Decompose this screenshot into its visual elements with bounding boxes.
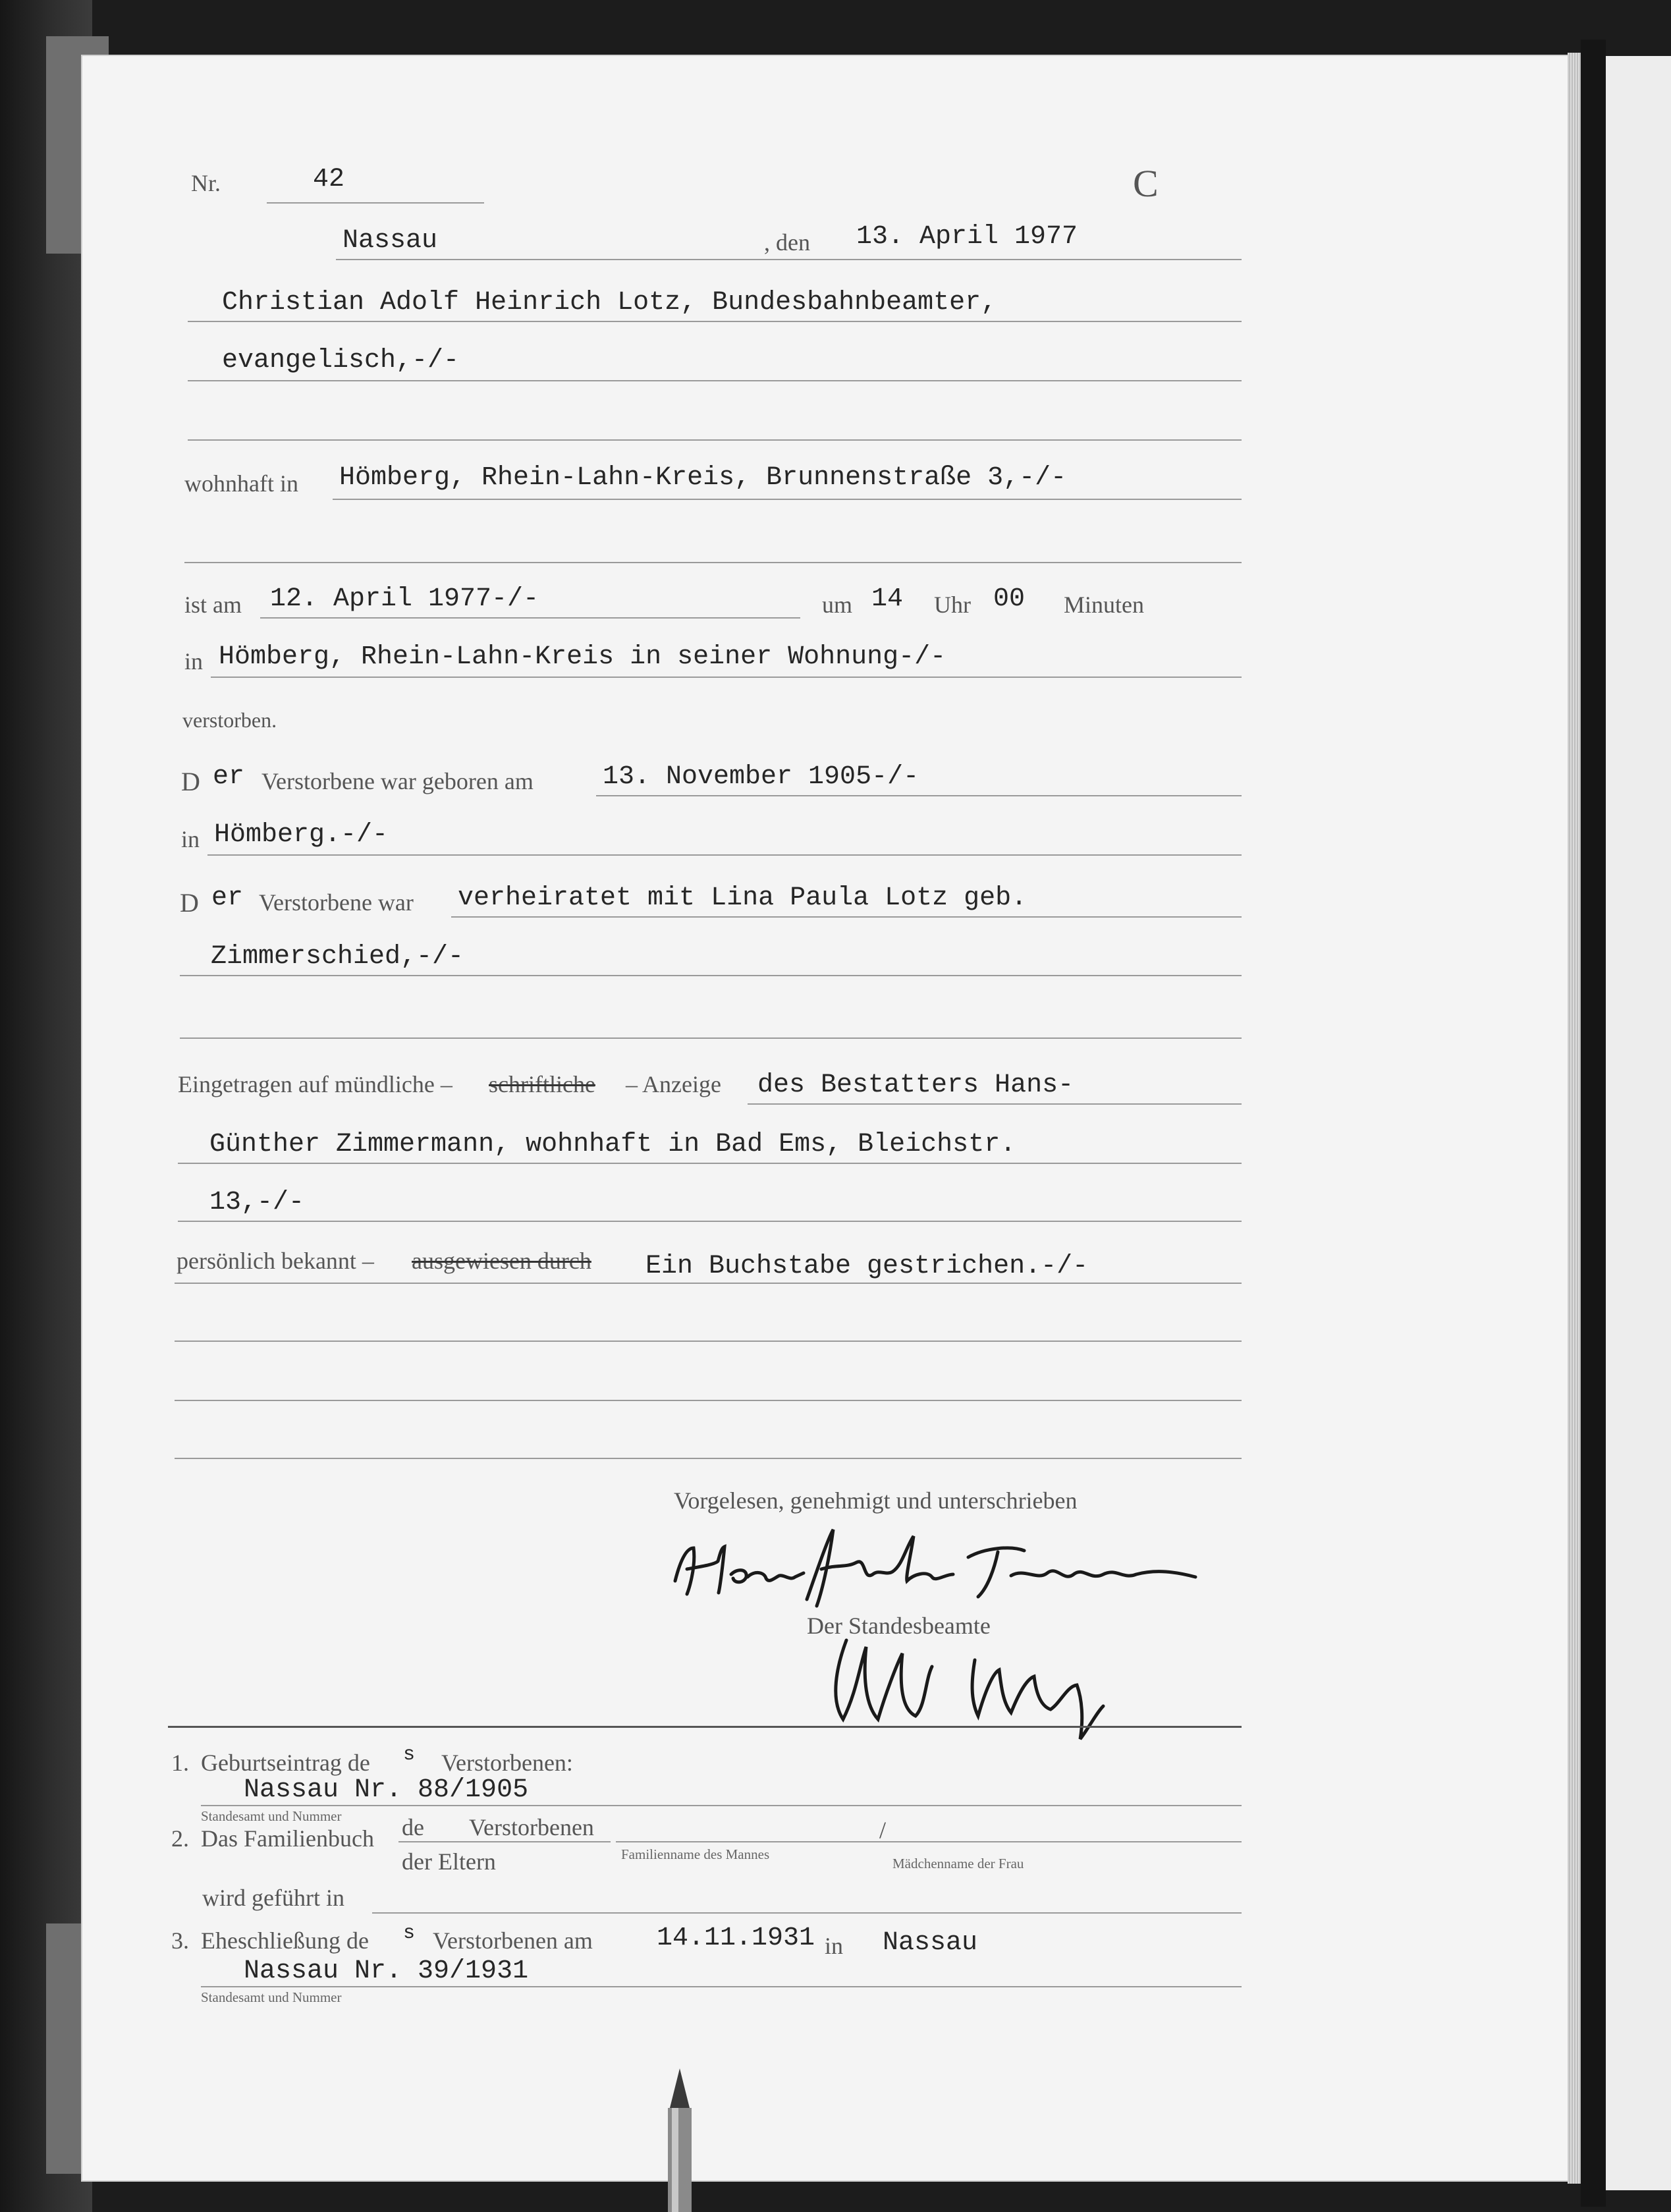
note-3-place: Nassau <box>883 1928 978 1958</box>
rule-marital-3 <box>180 1037 1242 1039</box>
verstorben-label: verstorben. <box>182 708 277 732</box>
note-3-number: 3. <box>171 1927 189 1954</box>
register-page <box>82 56 1568 2180</box>
book-spine <box>1581 40 1606 2207</box>
den-label: , den <box>764 229 810 256</box>
note-2-verstorbenen: Verstorbenen <box>469 1814 594 1840</box>
report-label-b: – Anzeige <box>626 1071 721 1097</box>
note-2-de: de <box>402 1814 424 1840</box>
report-label-a: Eingetragen auf mündliche – <box>178 1071 452 1097</box>
death-date-label: ist am <box>184 592 242 618</box>
rule-nr <box>267 202 484 204</box>
rule-identity-3 <box>175 1400 1242 1401</box>
residence-value: Hömberg, Rhein-Lahn-Kreis, Brunnenstraße 3,-/- <box>339 463 1067 493</box>
registrar-label: Der Standesbeamte <box>807 1613 991 1639</box>
death-date: 12. April 1977-/- <box>270 584 539 614</box>
rule-place-date <box>336 259 1242 260</box>
marital-prefix: D <box>180 888 199 918</box>
report-line-1: des Bestatters Hans- <box>757 1070 1074 1100</box>
rule-identity-2 <box>175 1341 1242 1342</box>
rule-identity-1 <box>175 1283 1242 1284</box>
note-3-date: 14.11.1931 <box>657 1923 815 1953</box>
note-2-eltern: der Eltern <box>402 1848 496 1875</box>
note-2-slash: / <box>879 1817 887 1843</box>
report-label-struck: schriftliche <box>489 1071 595 1097</box>
rule-marital-2 <box>180 975 1242 976</box>
rule-note-2-geführt <box>372 1912 1242 1914</box>
registry-date: 13. April 1977 <box>856 222 1078 252</box>
note-3-value: Nassau Nr. 39/1931 <box>244 1956 529 1986</box>
rule-death-date <box>260 617 800 619</box>
note-3-s: s <box>403 1922 416 1945</box>
rule-note-3 <box>201 1986 1242 1987</box>
note-3-label-a: Eheschließung de <box>201 1927 369 1954</box>
minuten-label: Minuten <box>1064 592 1144 618</box>
page-stack <box>1568 53 1581 2184</box>
marital-line-1: verheiratet mit Lina Paula Lotz geb. <box>458 883 1027 913</box>
note-2-label: Das Familienbuch <box>201 1825 374 1852</box>
note-1-s: s <box>403 1744 416 1766</box>
rule-report-2 <box>178 1163 1242 1164</box>
rule-identity-4 <box>175 1458 1242 1459</box>
rule-note-1 <box>201 1805 1242 1806</box>
rule-notes-divider <box>168 1726 1242 1728</box>
death-place: Hömberg, Rhein-Lahn-Kreis in seiner Wohnung-/- <box>219 642 946 672</box>
registrar-signature <box>820 1627 1189 1742</box>
note-3-in: in <box>825 1933 844 1959</box>
rule-death-place <box>211 677 1242 678</box>
uhr-label: Uhr <box>934 592 971 618</box>
marital-line-2: Zimmerschied,-/- <box>211 942 464 972</box>
rule-residence-1 <box>333 499 1242 500</box>
death-minutes: 00 <box>993 584 1026 614</box>
birth-label: Verstorbene war geboren am <box>261 768 534 794</box>
um-label: um <box>822 592 853 618</box>
person-name-occupation: Christian Adolf Heinrich Lotz, Bundesbahnbeamter, <box>222 288 997 318</box>
rule-birth-date <box>596 795 1242 796</box>
pen-pointer <box>653 2068 706 2212</box>
identity-label-a: persönlich bekannt – <box>177 1248 374 1274</box>
death-place-in-label: in <box>184 648 204 675</box>
note-2-sub-a: Familienname des Mannes <box>621 1846 770 1862</box>
note-1-sub: Standesamt und Nummer <box>201 1808 342 1824</box>
person-religion: evangelisch,-/- <box>222 346 460 375</box>
residence-label: wohnhaft in <box>184 470 298 497</box>
read-approved-label: Vorgelesen, genehmigt und unterschrieben <box>674 1487 1078 1514</box>
marital-label: Verstorbene war <box>259 889 414 916</box>
rule-note-2-de <box>398 1841 611 1842</box>
identity-label-struck: ausgewiesen durch <box>412 1248 591 1274</box>
marital-er: er <box>211 883 244 913</box>
register-letter: C <box>1133 162 1159 205</box>
note-3-sub: Standesamt und Nummer <box>201 1989 342 2005</box>
identity-remark: Ein Buchstabe gestrichen.-/- <box>645 1252 1089 1281</box>
rule-residence-2 <box>184 562 1242 563</box>
note-2-number: 2. <box>171 1825 189 1852</box>
rule-report-1 <box>748 1103 1242 1105</box>
report-line-2: Günther Zimmermann, wohnhaft in Bad Ems, Bleichstr. <box>209 1130 1016 1159</box>
note-3-label-b: Verstorbenen am <box>433 1927 593 1954</box>
registry-place: Nassau <box>342 226 438 256</box>
note-1-label-b: Verstorbenen: <box>441 1750 573 1776</box>
birth-place: Hömberg.-/- <box>214 820 389 850</box>
birth-er: er <box>213 762 245 792</box>
rule-birth-place <box>207 854 1242 856</box>
note-1-label-a: Geburtseintrag de <box>201 1750 370 1776</box>
rule-report-3 <box>178 1221 1242 1222</box>
note-1-number: 1. <box>171 1750 189 1776</box>
informant-signature <box>669 1528 1202 1614</box>
nr-label: Nr. <box>191 170 221 196</box>
rule-person-1 <box>188 321 1242 322</box>
rule-marital-1 <box>451 916 1242 918</box>
facing-page <box>1606 56 1671 2190</box>
rule-person-3 <box>188 439 1242 441</box>
record-number: 42 <box>313 165 345 194</box>
death-hour: 14 <box>871 584 904 614</box>
note-1-value: Nassau Nr. 88/1905 <box>244 1775 529 1805</box>
birth-in-label: in <box>181 826 200 852</box>
report-line-3: 13,-/- <box>209 1188 305 1217</box>
birth-date: 13. November 1905-/- <box>603 762 919 792</box>
rule-note-2-names <box>616 1841 1242 1842</box>
note-2-sub-b: Mädchenname der Frau <box>892 1856 1024 1871</box>
note-2-geführt: wird geführt in <box>202 1885 344 1911</box>
rule-person-2 <box>188 380 1242 381</box>
birth-prefix: D <box>181 767 200 796</box>
binder-edge <box>0 0 92 2212</box>
